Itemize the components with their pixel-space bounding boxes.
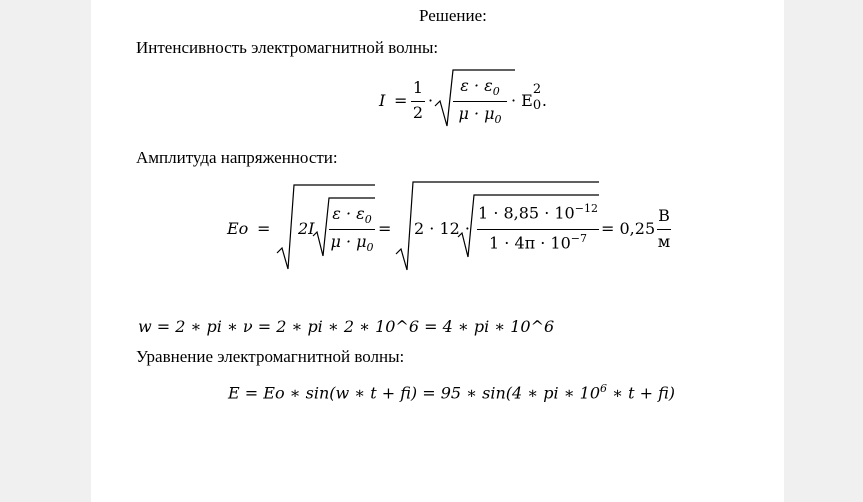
formula2-result: = 0,25 [601, 219, 656, 238]
formula2-inner1: 2I [298, 219, 315, 238]
wave-equation-label: Уравнение электромагнитной волны: [136, 347, 405, 366]
formula1-sqrt-bar [453, 101, 507, 102]
amplitude-label: Амплитуда напряженности: [136, 148, 338, 167]
formula2-unit-num: В [658, 206, 670, 225]
formula1-frac-den: 2 [412, 103, 424, 122]
formula2-frac1-bar [329, 229, 375, 230]
formula2-den2: $1 \cdot 4\pi \cdot 10^{-7}$ [489, 232, 587, 253]
formula2-eq: = [257, 219, 271, 238]
omega-line: w = 2 ∗ pi ∗ ν = 2 ∗ pi ∗ 2 ∗ 10^6 = 4 ∗ pi ∗ 10^6 [138, 317, 555, 336]
intensity-label: Интенсивность электромагнитной волны: [136, 38, 439, 57]
formula1-tail: · E 2 0 . [511, 82, 547, 113]
formula1-lhs: I [379, 91, 386, 110]
formula2-eq2: = [378, 219, 392, 238]
solution-heading: Решение: [419, 6, 487, 25]
formula2-inner2: 2 · 12 · [414, 219, 470, 238]
formula1-eq: = [394, 91, 408, 110]
formula1-frac-bar [411, 101, 425, 102]
formula1-dot: · [428, 91, 434, 110]
formula2-den1: $\mu \cdot \mu_0$ [330, 232, 374, 255]
formula2-unit-bar [657, 229, 671, 230]
formula1-sqrt-num: $\varepsilon \cdot \varepsilon_0$ [460, 76, 500, 99]
document-page [91, 0, 784, 502]
formula1-sqrt-den: $\mu \cdot \mu_0$ [458, 104, 502, 127]
wave-equation: E = Eo ∗ sin(w ∗ t + fi) = 95 ∗ sin(4 ∗ pi ∗ $10^6$ ∗ t + fi) [228, 382, 675, 403]
formula2-num2: $1 \cdot 8,85 \cdot 10^{-12}$ [478, 202, 598, 223]
formula2-unit-den: м [657, 232, 671, 251]
formula1-frac-num: 1 [412, 78, 424, 97]
formula2-lhs: Eo [227, 219, 249, 238]
formula2-frac2-bar [477, 229, 599, 230]
formula2-num1: $\varepsilon \cdot \varepsilon_0$ [332, 204, 372, 227]
